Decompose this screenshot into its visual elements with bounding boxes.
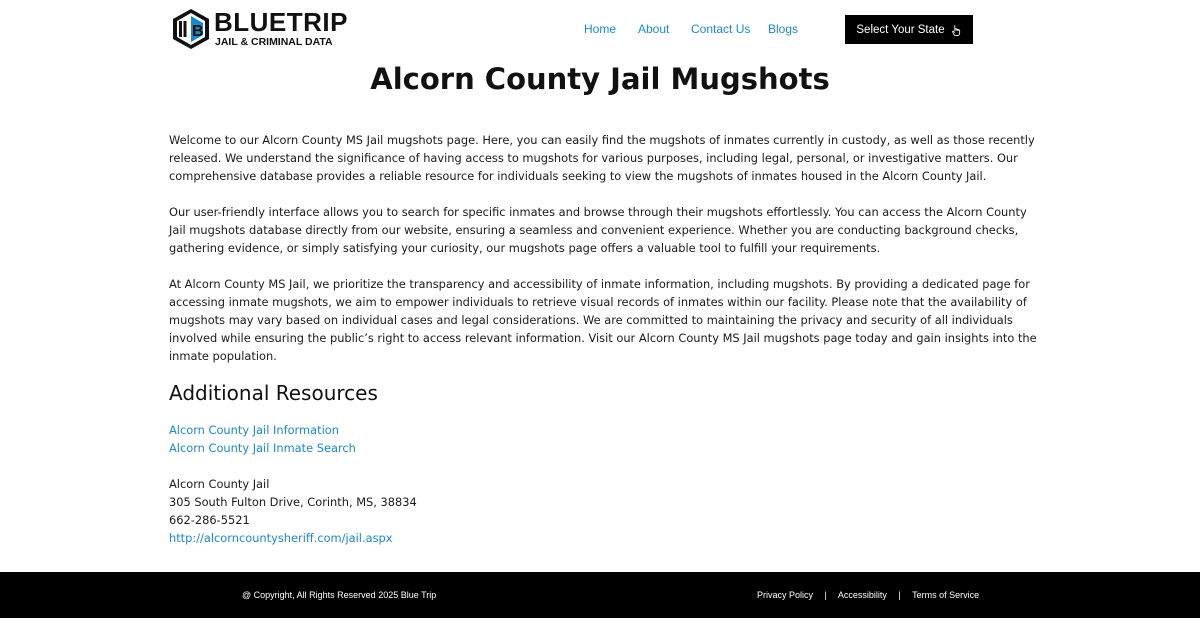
privacy-policy-link[interactable]: Privacy Policy [757, 590, 814, 600]
sheriff-website-link[interactable]: http://alcorncountysheriff.com/jail.aspx [169, 531, 393, 545]
site-header [0, 0, 1200, 60]
paragraph: At Alcorn County MS Jail, we prioritize the transparency and accessibility of inmate information, including mugshots. By providing a dedicated page for accessing inmate mugshots, we aim to empower individuals to retrieve visual records of inmates within our facility. Please note that the availability of mugshots may vary based on individual cases and legal considerations. We are committed to maintaining the privacy and security of all individuals involved while ensuring the public’s right to access relevant information. Visit our Alcorn County MS Jail mugshots page today and gain insights into the inmate population. [169, 277, 1037, 363]
copyright-text: @ Copyright, All Rights Reserved 2025 Blue Trip [242, 590, 437, 600]
accessibility-link[interactable]: Accessibility [837, 590, 887, 600]
inmate-search-link[interactable]: Alcorn County Jail Inmate Search [169, 441, 356, 455]
jail-name: Alcorn County Jail [169, 477, 270, 491]
nav-blogs[interactable]: Blogs [768, 22, 799, 36]
resources-heading: Additional Resources [169, 381, 378, 405]
terms-of-service-link[interactable]: Terms of Service [912, 590, 980, 600]
footer-separator: | [824, 590, 827, 600]
nav-about[interactable]: About [638, 22, 670, 36]
intro-content [169, 131, 1039, 383]
jail-phone: 662-286-5521 [169, 513, 250, 527]
logo-title: BLUETRIP [214, 7, 348, 37]
jail-information-link[interactable]: Alcorn County Jail Information [169, 423, 339, 437]
footer-separator: | [898, 590, 901, 600]
site-logo[interactable] [171, 7, 348, 52]
nav-home[interactable]: Home [584, 22, 617, 36]
paragraph: Welcome to our Alcorn County MS Jail mugshots page. Here, you can easily find the mugshots of inmates currently in custody, as well as those recently released. We understand the significance of having access to mugshots for various purposes, including legal, personal, or investigative matters. Our comprehensive database provides a reliable resource for individuals seeking to view the mugshots of inmates housed in the Alcorn County Jail. [169, 133, 1035, 183]
site-footer [0, 572, 1200, 618]
page-title: Alcorn County Jail Mugshots [370, 62, 830, 96]
select-state-label: Select Your State [856, 23, 945, 36]
logo-hexagon-icon [171, 8, 211, 50]
resource-links [169, 421, 356, 457]
paragraph: Our user-friendly interface allows you to search for specific inmates and browse through their mugshots effortlessly. You can access the Alcorn County Jail mugshots database directly from our website, ensuring a seamless and convenient experience. Whether you are conducting background checks, gathering evidence, or simply satisfying your curiosity, our mugshots page offers a valuable tool to fulfill your requirements. [169, 205, 1027, 255]
footer-links [757, 590, 979, 600]
logo-subtitle: JAIL & CRIMINAL DATA [215, 36, 333, 48]
jail-address [169, 475, 417, 547]
jail-street: 305 South Fulton Drive, Corinth, MS, 38834 [169, 495, 417, 509]
svg-text:B: B [192, 23, 204, 40]
pointer-hand-icon [951, 24, 962, 36]
select-state-button[interactable] [845, 15, 973, 44]
nav-contact-us[interactable]: Contact Us [691, 22, 751, 36]
